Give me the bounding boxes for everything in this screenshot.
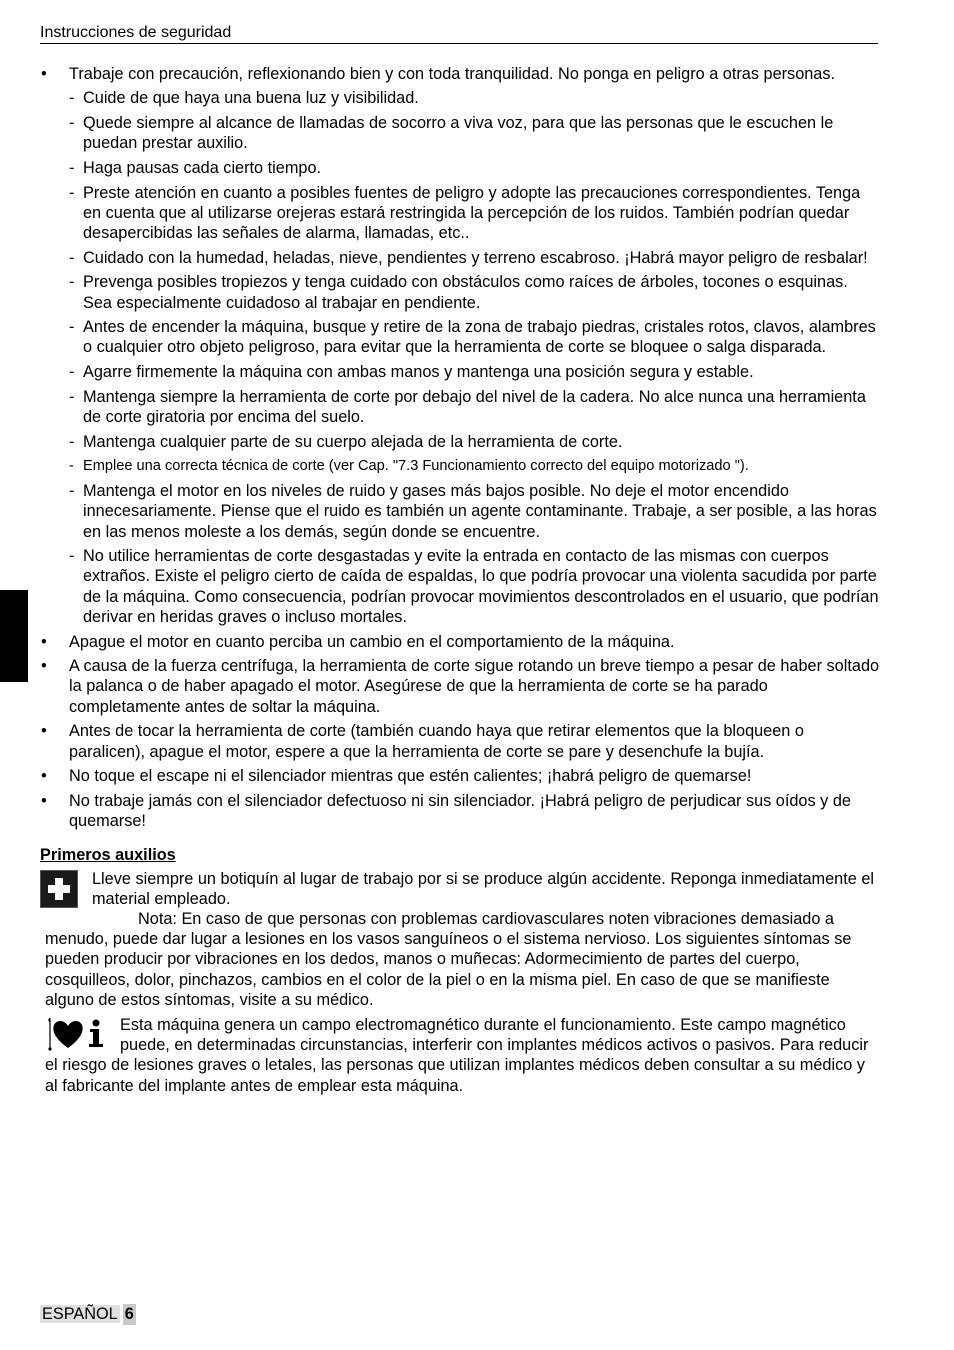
dash-icon: -	[69, 432, 75, 451]
list-item	[40, 791, 880, 831]
sub-item-text: Agarre firmemente la máquina con ambas manos y mantenga una posición segura y estable.	[83, 363, 754, 382]
sub-list-item	[69, 158, 880, 178]
sub-item-text: Mantenga cualquier parte de su cuerpo alejada de la herramienta de corte.	[83, 432, 623, 451]
implant-warning-block	[40, 1015, 880, 1096]
list-item	[40, 656, 880, 717]
sub-list	[69, 88, 880, 627]
sub-list-item	[69, 432, 880, 452]
dash-icon: -	[69, 89, 75, 108]
dash-icon: -	[69, 248, 75, 267]
bullet-icon: •	[41, 792, 47, 810]
sub-item-text: Prevenga posibles tropiezos y tenga cuidado con obstáculos como raíces de árboles, tocones o esquinas. Sea especialmente cuidadoso al trabajar en pendiente.	[83, 273, 848, 312]
bullet-text: Apague el motor en cuanto perciba un cambio en el comportamiento de la máquina.	[69, 632, 675, 651]
bullet-icon: •	[41, 632, 47, 651]
page-footer	[40, 1304, 136, 1325]
sub-list-item	[69, 272, 880, 312]
dash-icon: -	[69, 318, 75, 337]
first-aid-block	[40, 869, 880, 1010]
sub-list-item	[69, 113, 880, 153]
dash-icon: -	[69, 482, 75, 501]
medical-implant-warning-icon	[44, 1016, 108, 1052]
dash-icon: -	[69, 458, 74, 475]
sub-list-item	[69, 362, 880, 382]
header-title: Instrucciones de seguridad	[40, 24, 232, 41]
bullet-text: Trabaje con precaución, reflexionando bien y con toda tranquilidad. No ponga en peligro a otras personas.	[69, 65, 836, 83]
sub-item-text: Preste atención en cuanto a posibles fuentes de peligro y adopte las precauciones correspondientes. Tenga en cuenta que al utilizarse orejeras estará restringida la percepción de los ruidos. También podrían quedar desapercibidas las señales de alarma, llamadas, etc..	[83, 183, 861, 242]
dash-icon: -	[69, 363, 75, 382]
bullet-icon: •	[41, 65, 47, 83]
sub-item-text: No utilice herramientas de corte desgastadas y evite la entrada en contacto de las mismas con cuerpos extraños. Existe el peligro cierto de caída de espaldas, lo que podría provocar una violenta sacudida por parte de la máquina. Como consecuencia, podrían provocar movimientos descontrolados en el usuario, que podrían derivar en heridas graves o incluso mortales.	[83, 547, 879, 626]
sub-list-item	[69, 88, 880, 108]
sub-item-text: Emplee una correcta técnica de corte (ver Cap. "7.3 Funcionamiento correcto del equipo motorizado ").	[83, 458, 749, 475]
sub-item-text: Quede siempre al alcance de llamadas de socorro a viva voz, para que las personas que le escuchen le puedan prestar auxilio.	[83, 113, 834, 153]
list-item	[40, 632, 880, 652]
sub-item-text: Cuide de que haya una buena luz y visibilidad.	[83, 89, 419, 108]
bullet-text: A causa de la fuerza centrífuga, la herramienta de corte sigue rotando un breve tiempo a pesar de haber soltado la palanca o de haber apagado el motor. Asegúrese de que la herramienta de corte se ha parado completamente antes de soltar la máquina.	[69, 657, 880, 716]
sub-list-item	[69, 546, 880, 627]
sub-item-text: Antes de encender la máquina, busque y retire de la zona de trabajo piedras, cristales rotos, clavos, alambres o cualquier otro objeto peligroso, para evitar que la herramienta de corte se bloquee o salga disparada.	[83, 318, 876, 357]
dash-icon: -	[69, 387, 75, 406]
list-item	[40, 64, 880, 627]
sub-item-text: Mantenga el motor en los niveles de ruido y gases más bajos posible. No deje el motor encendido innecesariamente. Piense que el ruido es también un agente contaminante. Trabaje, a ser posible, a las horas en las menos moleste a los demás, según donde se encuentre.	[83, 482, 877, 541]
dash-icon: -	[69, 113, 75, 132]
dash-icon: -	[69, 158, 75, 177]
page-header	[40, 23, 878, 44]
dash-icon: -	[69, 183, 75, 202]
first-aid-kit-text: Lleve siempre un botiquín al lugar de trabajo por si se produce algún accidente. Reponga inmediatamente el material empleado.	[92, 869, 875, 908]
sub-list-item	[69, 183, 880, 244]
bullet-text: Antes de tocar la herramienta de corte (también cuando haya que retirar elementos que la bloqueen o paralicen), apague el motor, espere a que la herramienta de corte se pare y desenchufe la bujía.	[69, 722, 804, 761]
sub-list-item	[69, 387, 880, 427]
bullet-icon: •	[41, 767, 47, 786]
sub-item-text: Haga pausas cada cierto tiempo.	[83, 158, 322, 177]
list-item	[40, 766, 880, 786]
sub-item-text: Mantenga siempre la herramienta de corte por debajo del nivel de la cadera. No alce nunca una herramienta de corte giratoria por encima del suelo.	[83, 387, 866, 427]
side-thumb-tab	[0, 590, 28, 682]
sub-list-item	[69, 481, 880, 542]
bullet-text: No toque el escape ni el silenciador mientras que estén calientes; ¡habrá peligro de quemarse!	[69, 767, 752, 786]
dash-icon: -	[69, 273, 75, 292]
safety-bullet-list	[40, 64, 880, 831]
main-content	[40, 64, 880, 1096]
first-aid-cross-icon	[40, 870, 78, 908]
bullet-icon: •	[41, 722, 47, 741]
dash-icon: -	[69, 547, 75, 566]
sub-list-item	[69, 317, 880, 357]
sub-list-item	[69, 456, 880, 476]
list-item	[40, 721, 880, 761]
sub-list-item	[69, 248, 880, 268]
page-number: 6	[124, 1305, 134, 1323]
implant-warning-text: Esta máquina genera un campo electromagnético durante el funcionamiento. Este campo magnético puede, en determinadas circunstancias, interferir con implantes médicos activos o pasivos. Para reducir el riesgo de lesiones graves o letales, las personas que utilizan implantes médicos deben consultar a su médico y al fabricante del implante antes de emplear esta máquina.	[45, 1016, 869, 1095]
sub-item-text: Cuidado con la humedad, heladas, nieve, pendientes y terreno escabroso. ¡Habrá mayor peligro de resbalar!	[83, 248, 868, 267]
section-title-first-aid: Primeros auxilios	[40, 846, 176, 865]
bullet-text: No trabaje jamás con el silenciador defectuoso ni sin silenciador. ¡Habrá peligro de perjudicar sus oídos y de quemarse!	[69, 792, 851, 831]
bullet-icon: •	[41, 657, 47, 676]
footer-language: ESPAÑOL	[42, 1305, 118, 1323]
vibration-note-text: Nota: En caso de que personas con problemas cardiovasculares noten vibraciones demasiado a menudo, puede dar lugar a lesiones en los vasos sanguíneos o el sistema nervioso. Los siguientes síntomas se pueden producir por vibraciones en los dedos, manos o muñecas: Adormecimiento de partes del cuerpo, cosquilleos, dolor, pinchazos, cambios en el color de la piel o en la misma piel. En caso de que se manifieste alguno de estos síntomas, visite a su médico.	[45, 910, 852, 1009]
